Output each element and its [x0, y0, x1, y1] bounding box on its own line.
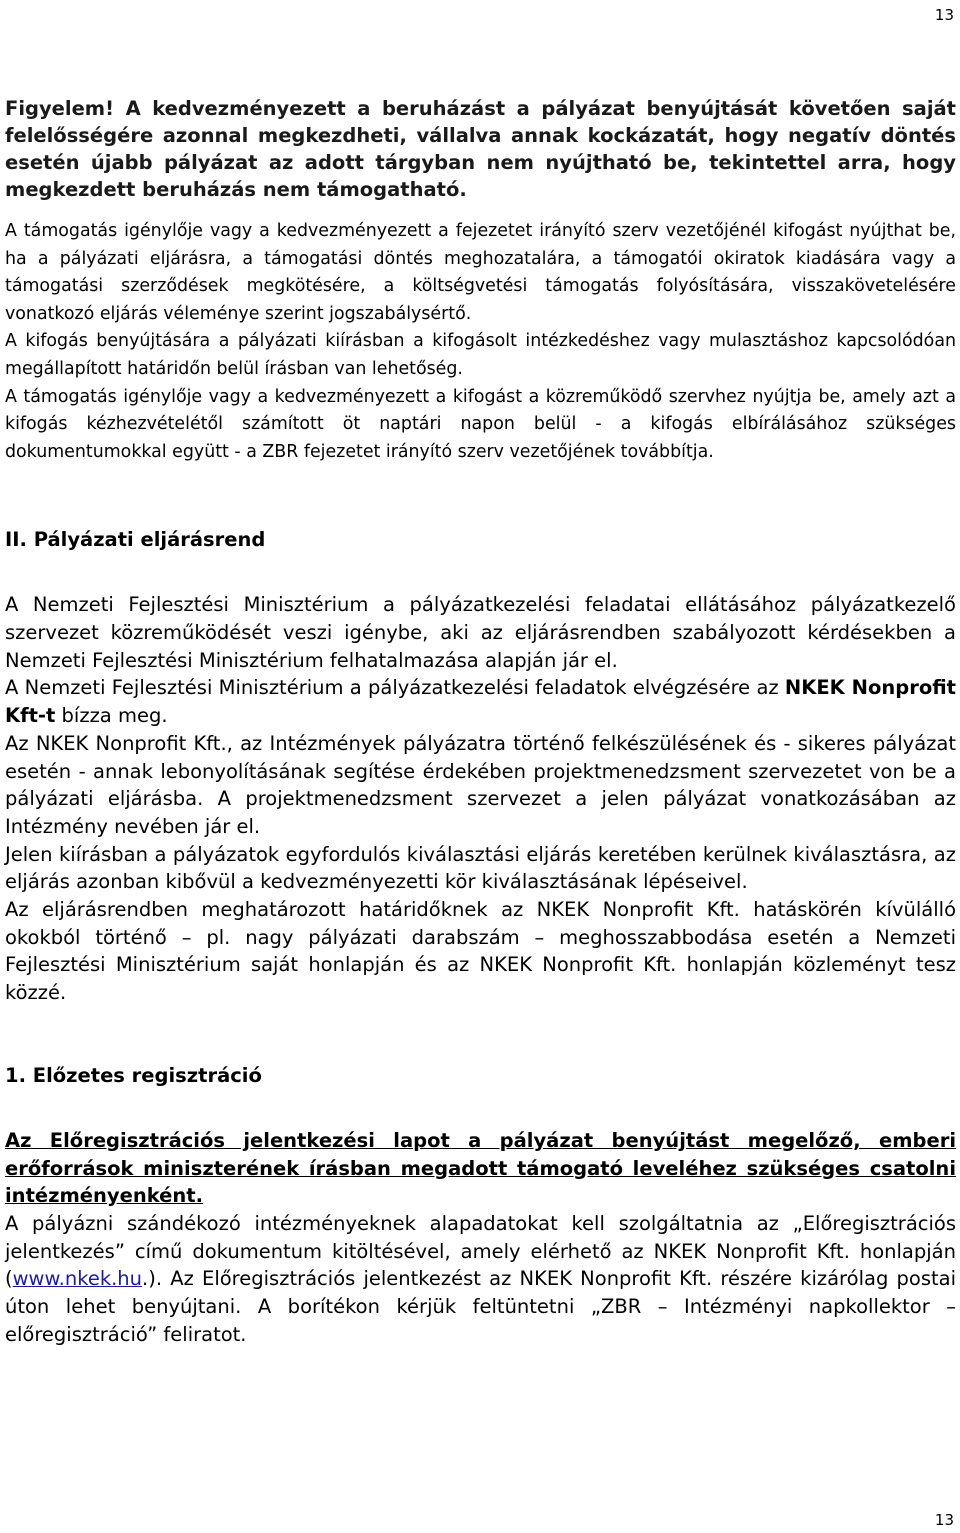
- objection-block: [5, 218, 956, 466]
- nkek-name-bold: NKEK Nonprofit Kft-t: [5, 676, 956, 728]
- warning-text: A kedvezményezett a beruházást a pályázat benyújtását követően saját felelősségére azonnal megkezdheti, vállalva annak kockázatát, hogy negatív döntés esetén újabb pályázat az adott tárgyban nem nyújtható be, tekintettel arra, hogy megkezdett beruházás nem támogatható.: [5, 97, 956, 201]
- section-procedure-block: [5, 591, 956, 1007]
- preregistration-text-start: A pályázni szándékozó intézményeknek alapadatokat kell szolgáltatnia az „Előregisztrációs jelentkezés” című dokumentum kitöltésével, amely elérhető az NKEK Nonprofit Kft. honlapján (: [5, 1212, 956, 1291]
- section-number: II.: [5, 528, 27, 552]
- objection-paragraph-1: A támogatás igénylője vagy a kedvezményezett a fejezetet irányító szerv vezetőjénél kifogást nyújthat be, ha a pályázati eljárásra, a támogatási döntés meghozatalára, a támogatói okiratok kiadására vagy a támogatási szerződések megkötésére, a költségvetési támogatás folyósítására, visszakövetelésére vonatkozó eljárás véleménye szerint jogszabálysértő.: [5, 221, 956, 324]
- objection-paragraph-3: A támogatás igénylője vagy a kedvezményezett a kifogást a közreműködő szervhez nyújtja be, amely azt a kifogás kézhezvételétől számított öt naptári napon belül - a kifogás elbírálásához szükséges dokumentumokkal együtt - a ZBR fejezetet irányító szerv vezetőjének továbbítja.: [5, 386, 956, 462]
- preregistration-requirement: Az Előregisztrációs jelentkezési lapot a pályázat benyújtást megelőző, emberi erőforrások miniszterének írásban megadott támogató leveléhez szükséges csatolni intézményenként.: [5, 1128, 956, 1208]
- document-body: [5, 95, 956, 1349]
- nkek-website-link[interactable]: www.nkek.hu: [12, 1267, 143, 1291]
- warning-paragraph: [5, 95, 956, 203]
- procedure-paragraph-2-text: A Nemzeti Fejlesztési Minisztérium a pályázatkezelési feladatok elvégzésére az: [5, 676, 785, 700]
- warning-lead: Figyelem!: [5, 97, 115, 120]
- page-number-top: 13: [934, 6, 954, 24]
- procedure-paragraph-3: Az NKEK Nonprofit Kft., az Intézmények pályázatra történő felkészülésének és - sikeres pályázat esetén - annak lebonyolításának segítése érdekében projektmenedzsment szervezetet von be a pályázati eljárásba. A projektmenedzsment szervezet a jelen pályázat vonatkozásában az Intézmény nevében jár el.: [5, 731, 956, 838]
- preregistration-text-end: .). Az Előregisztrációs jelentkezést az NKEK Nonprofit Kft. részére kizárólag postai úton lehet benyújtani. A borítékon kérjük feltüntetni „ZBR – Intézményi napkollektor – előregisztráció” feliratot.: [5, 1267, 956, 1346]
- page-number-bottom: 13: [934, 1511, 954, 1529]
- subsection-block: [5, 1127, 956, 1349]
- procedure-paragraph-1: A Nemzeti Fejlesztési Minisztérium a pályázatkezelési feladatai ellátásához pályázatkezelő szervezet közreműködését veszi igénybe, aki az eljárásrendben szabályozott kérdésekben a Nemzeti Fejlesztési Minisztérium felhatalmazása alapján jár el.: [5, 593, 956, 672]
- procedure-paragraph-2: [5, 674, 956, 729]
- section-heading: [5, 526, 956, 553]
- section-title: Pályázati eljárásrend: [26, 528, 266, 552]
- objection-paragraph-2: A kifogás benyújtására a pályázati kiírásban a kifogásolt intézkedéshez vagy mulasztáshoz kapcsolódóan megállapított határidőn belül írásban van lehetőség.: [5, 331, 956, 379]
- preregistration-paragraph: [5, 1210, 956, 1349]
- procedure-paragraph-5: Az eljárásrendben meghatározott határidőknek az NKEK Nonprofit Kft. hatáskörén kívülálló okokból történő – pl. nagy pályázati darabszám – meghosszabbodása esetén a Nemzeti Fejlesztési Minisztérium saját honlapján és az NKEK Nonprofit Kft. honlapján közleményt tesz közzé.: [5, 898, 956, 1005]
- subsection-heading: 1. Előzetes regisztráció: [5, 1063, 262, 1087]
- procedure-paragraph-2-end: bízza meg.: [55, 704, 168, 728]
- procedure-paragraph-4: Jelen kiírásban a pályázatok egyfordulós kiválasztási eljárás keretében kerülnek kiválasztásra, az eljárás azonban kibővül a kedvezményezetti kör kiválasztásának lépéseivel.: [5, 842, 956, 894]
